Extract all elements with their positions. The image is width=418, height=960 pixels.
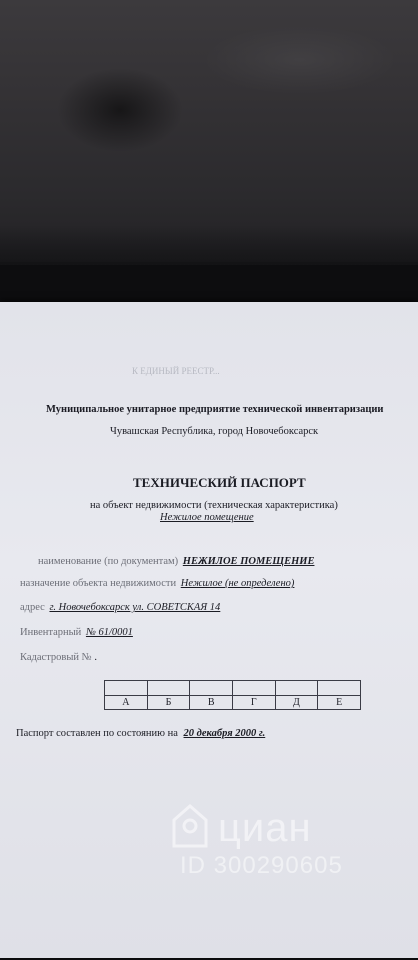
name-value: НЕЖИЛОЕ ПОМЕЩЕНИЕ	[182, 556, 315, 567]
document-subtitle: на объект недвижимости (техническая характеристика)	[90, 500, 338, 511]
compiled-line	[16, 728, 265, 739]
address-label: адрес	[20, 602, 45, 613]
location: Чувашская Республика, город Новочебоксарск	[110, 426, 319, 437]
watermark-brand: циан	[218, 806, 312, 850]
cadastral-field	[20, 652, 97, 663]
letter-cell: Б	[147, 696, 190, 710]
cadastral-label: Кадастровый №	[20, 652, 92, 663]
faded-header: К ЕДИНЫЙ РЕЕСТР...	[132, 366, 220, 376]
cadastral-value: .	[94, 652, 97, 663]
compiled-label: Паспорт составлен по состоянию на	[16, 728, 178, 739]
letter-cell: Д	[275, 696, 318, 710]
watermark	[160, 800, 380, 900]
inventory-field	[20, 627, 133, 638]
fabric-background	[0, 0, 418, 262]
fabric-shadow	[0, 225, 418, 265]
compiled-date: 20 декабря 2000 г.	[183, 728, 266, 739]
address-field	[20, 602, 220, 613]
inventory-label: Инвентарный	[20, 627, 82, 638]
organization-name: Муниципальное унитарное предприятие технической инвентаризации	[46, 404, 384, 415]
house-icon	[170, 802, 210, 850]
name-field	[38, 556, 314, 567]
purpose-label: назначение объекта недвижимости	[20, 578, 177, 589]
inventory-value: № 61/0001	[85, 627, 133, 638]
letter-cell: А	[105, 696, 148, 710]
letter-cell: В	[190, 696, 233, 710]
document-title: ТЕХНИЧЕСКИЙ ПАСПОРТ	[133, 475, 306, 490]
letter-cell: Г	[232, 696, 275, 710]
letter-cell: Е	[318, 696, 361, 710]
letters-table	[104, 680, 361, 710]
name-label: наименование (по документам)	[38, 556, 179, 567]
address-value: г. Новочебоксарск ул. СОВЕТСКАЯ 14	[49, 602, 221, 613]
purpose-field	[20, 578, 294, 589]
object-type: Нежилое помещение	[160, 512, 254, 523]
purpose-value: Нежилое (не определено)	[180, 578, 295, 589]
watermark-id: ID 300290605	[180, 852, 343, 879]
